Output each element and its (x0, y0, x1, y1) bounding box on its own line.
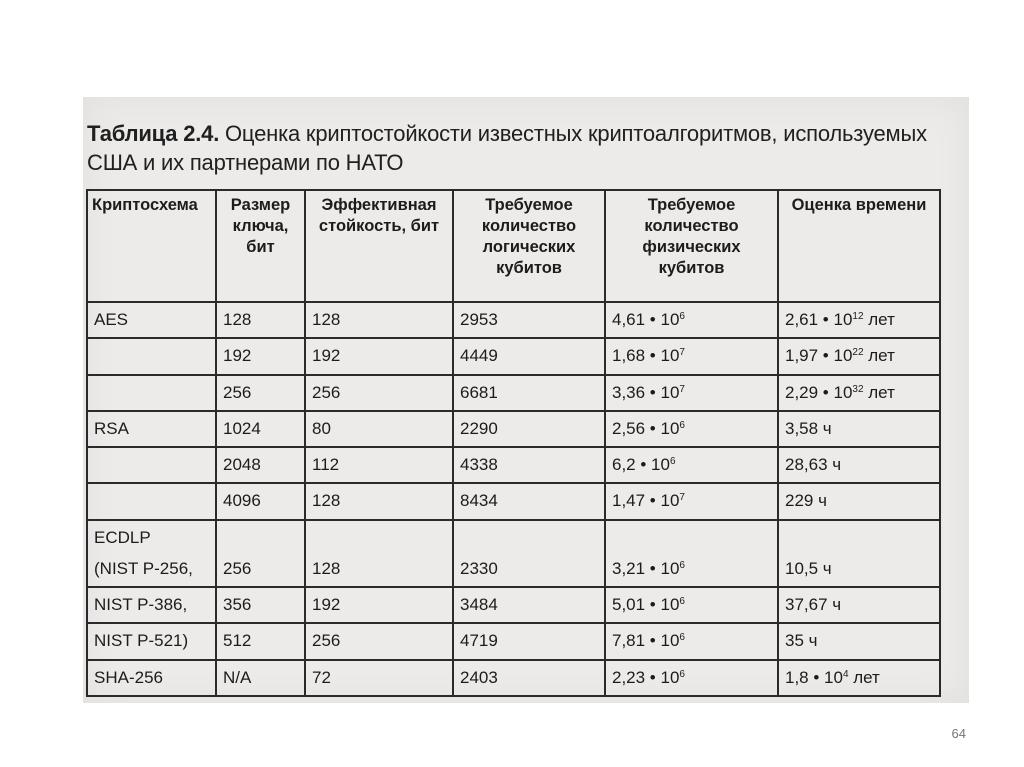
time-cell (778, 551, 940, 587)
time-mantissa: 1,97 • 10 (785, 346, 853, 366)
effective-cell: 72 (305, 660, 453, 696)
physical-cell (605, 660, 778, 696)
physical-cell (605, 375, 778, 411)
scheme-cell: (NIST P-256, (87, 551, 216, 587)
header-row (87, 190, 940, 302)
table-row (87, 338, 940, 374)
logical-cell: 2330 (453, 551, 605, 587)
scheme-cell (87, 338, 216, 374)
scheme-cell: AES (87, 302, 216, 338)
physical-mantissa: 1,47 • 10 (612, 491, 680, 511)
scheme-cell: NIST P-521) (87, 623, 216, 659)
effective-cell: 112 (305, 447, 453, 483)
table-row (87, 375, 940, 411)
table-row (87, 411, 940, 447)
key-size-cell: 2048 (216, 447, 305, 483)
key-size-cell: 192 (216, 338, 305, 374)
physical-exponent: 6 (679, 596, 685, 608)
time-unit: лет (863, 346, 895, 366)
time-cell (778, 660, 940, 696)
time-mantissa: 3,58 ч (785, 418, 832, 438)
physical-exponent: 6 (669, 456, 676, 468)
physical-mantissa: 3,36 • 10 (612, 382, 680, 402)
physical-exponent: 7 (679, 492, 685, 504)
effective-cell: 192 (305, 338, 453, 374)
logical-cell: 4449 (453, 338, 605, 374)
time-mantissa: 2,29 • 10 (785, 382, 853, 402)
key-size-cell: 512 (216, 623, 305, 659)
key-size-cell: 128 (216, 302, 305, 338)
logical-cell: 6681 (453, 375, 605, 411)
physical-cell (605, 587, 778, 623)
time-mantissa: 28,63 ч (785, 455, 842, 475)
effective-cell: 128 (305, 483, 453, 519)
scheme-cell: SHA-256 (87, 660, 216, 696)
physical-cell (605, 447, 778, 483)
logical-cell: 8434 (453, 483, 605, 519)
key-size-cell: 256 (216, 551, 305, 587)
physical-exponent: 6 (679, 419, 685, 431)
time-mantissa: 10,5 ч (785, 558, 832, 578)
key-size-cell (216, 520, 305, 551)
time-cell (778, 520, 940, 551)
time-cell (778, 447, 940, 483)
header-key-size: Размер ключа, бит (216, 190, 305, 302)
time-cell (778, 623, 940, 659)
scheme-cell (87, 483, 216, 519)
key-size-cell: 1024 (216, 411, 305, 447)
physical-exponent: 6 (679, 632, 685, 644)
table-caption (87, 119, 957, 177)
physical-cell (605, 338, 778, 374)
header-scheme: Криптосхема (87, 190, 216, 302)
time-cell (778, 338, 940, 374)
table-row (87, 302, 940, 338)
header-effective-strength: Эффективная стойкость, бит (305, 190, 453, 302)
effective-cell (305, 520, 453, 551)
time-unit: лет (863, 382, 895, 402)
effective-cell: 128 (305, 302, 453, 338)
physical-mantissa: 6,2 • 10 (612, 455, 670, 475)
effective-cell: 256 (305, 623, 453, 659)
effective-cell: 256 (305, 375, 453, 411)
physical-exponent: 6 (679, 559, 685, 571)
time-exponent: 12 (852, 311, 864, 322)
logical-cell: 2290 (453, 411, 605, 447)
scheme-cell: RSA (87, 411, 216, 447)
physical-cell (605, 302, 778, 338)
key-size-cell: N/A (216, 660, 305, 696)
physical-mantissa: 1,68 • 10 (612, 346, 680, 366)
physical-mantissa: 3,21 • 10 (612, 558, 680, 578)
header-time-estimate: Оценка времени (778, 190, 940, 302)
logical-cell: 4719 (453, 623, 605, 659)
key-size-cell: 256 (216, 375, 305, 411)
physical-mantissa: 5,01 • 10 (612, 595, 680, 615)
table-row (87, 520, 940, 551)
physical-exponent: 7 (679, 347, 685, 359)
header-logical-qubits: Требуемое количество логических кубитов (453, 190, 605, 302)
physical-mantissa: 4,61 • 10 (612, 310, 680, 329)
time-mantissa: 35 ч (785, 631, 818, 651)
table-row (87, 551, 940, 587)
time-mantissa: 1,8 • 10 (785, 667, 843, 687)
crypto-strength-table (86, 189, 941, 697)
time-cell (778, 411, 940, 447)
key-size-cell: 356 (216, 587, 305, 623)
time-cell (778, 587, 940, 623)
time-unit: лет (848, 667, 880, 687)
logical-cell (453, 520, 605, 551)
table-row (87, 587, 940, 623)
physical-mantissa: 7,81 • 10 (612, 631, 680, 651)
logical-cell: 2953 (453, 302, 605, 338)
logical-cell: 4338 (453, 447, 605, 483)
table-row (87, 660, 940, 696)
table-caption-text: Оценка криптостойкости известных криптоалгоритмов, используемых США и их партнерами по НАТО (87, 121, 927, 175)
effective-cell: 192 (305, 587, 453, 623)
time-exponent: 4 (842, 668, 849, 680)
time-mantissa: 37,67 ч (785, 595, 842, 615)
scheme-cell: ECDLP (87, 520, 216, 551)
key-size-cell: 4096 (216, 483, 305, 519)
time-exponent: 32 (852, 383, 864, 395)
physical-mantissa: 2,56 • 10 (612, 418, 680, 438)
scheme-cell: NIST P-386, (87, 587, 216, 623)
physical-cell (605, 551, 778, 587)
physical-mantissa: 2,23 • 10 (612, 667, 680, 687)
scheme-cell (87, 447, 216, 483)
time-cell (778, 483, 940, 519)
time-cell (778, 302, 940, 338)
header-physical-qubits: Требуемое количество физических кубитов (605, 190, 778, 302)
table-row (87, 483, 940, 519)
page-number: 64 (951, 726, 966, 741)
physical-exponent: 6 (679, 311, 685, 322)
effective-cell: 80 (305, 411, 453, 447)
time-mantissa: 229 ч (785, 491, 827, 511)
physical-exponent: 6 (679, 668, 685, 680)
physical-cell (605, 411, 778, 447)
physical-cell (605, 623, 778, 659)
time-cell (778, 375, 940, 411)
physical-cell (605, 520, 778, 551)
scanned-page (83, 97, 969, 703)
table-row (87, 623, 940, 659)
scheme-cell (87, 375, 216, 411)
time-exponent: 22 (852, 347, 864, 359)
table-row (87, 447, 940, 483)
physical-exponent: 7 (679, 383, 685, 395)
effective-cell: 128 (305, 551, 453, 587)
physical-cell (605, 483, 778, 519)
logical-cell: 3484 (453, 587, 605, 623)
logical-cell: 2403 (453, 660, 605, 696)
time-unit: лет (863, 310, 895, 329)
table-caption-label: Таблица 2.4. (87, 121, 220, 146)
time-mantissa: 2,61 • 10 (785, 310, 853, 329)
